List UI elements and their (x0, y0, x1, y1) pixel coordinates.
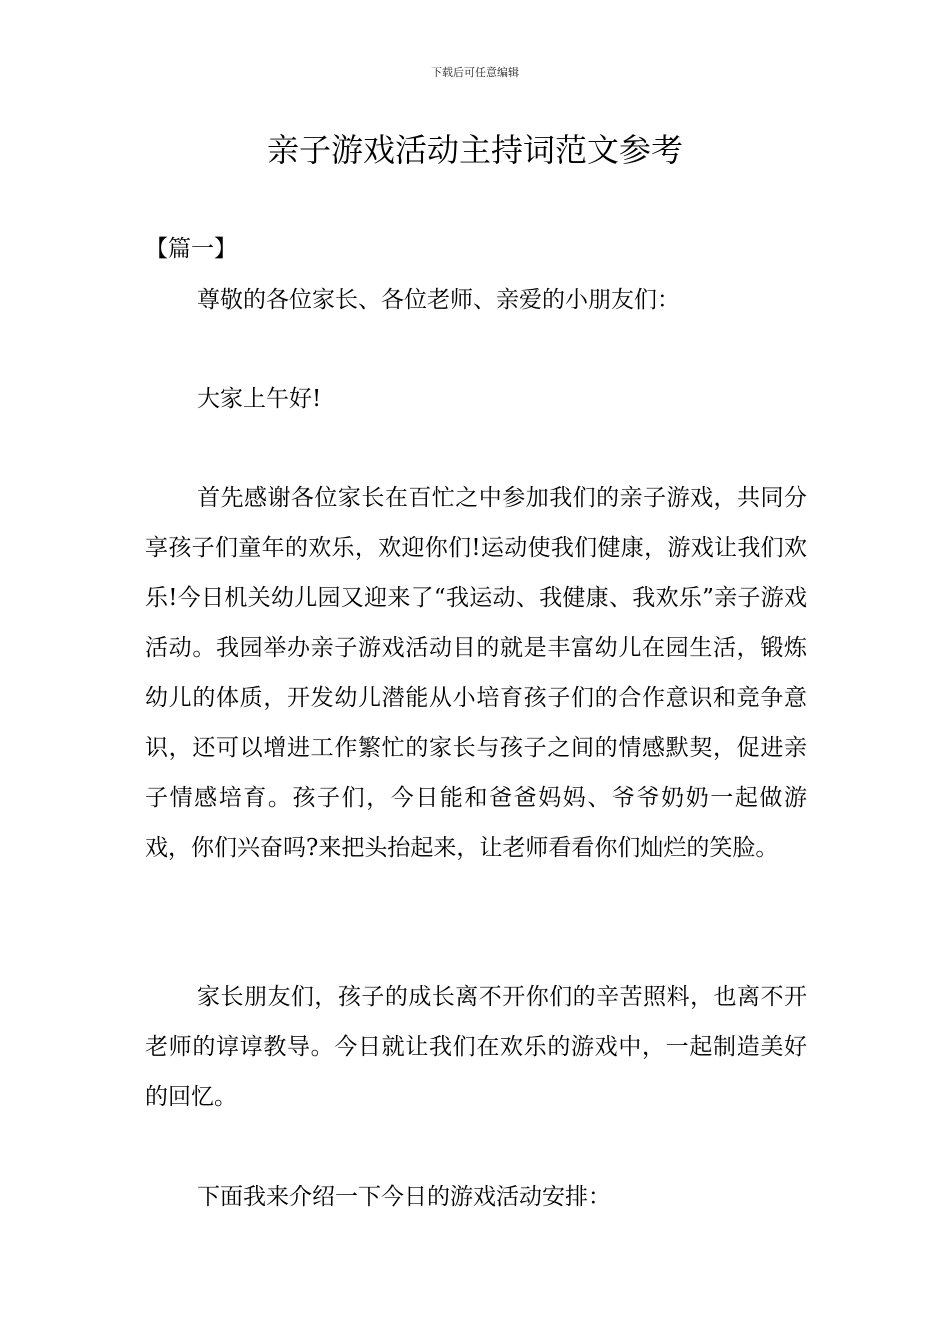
paragraph-text: 家长朋友们，孩子的成长离不开你们的辛苦照料，也离不开老师的谆谆教导。今日就让我们在欢乐的游戏中，一起制造美好的回忆。 (145, 984, 807, 1110)
document-title: 亲子游戏活动主持词范文参考 (266, 131, 683, 169)
paragraph-intro (145, 473, 807, 873)
paragraph-text: 首先感谢各位家长在百忙之中参加我们的亲子游戏，共同分享孩子们童年的欢乐，欢迎你们!运动使我们健康，游戏让我们欢乐!今日机关幼儿园又迎来了“我运动、我健康、我欢乐”亲子游戏活动。我园举办亲子游戏活动目的就是丰富幼儿在园生活，锻炼幼儿的体质，开发幼儿潜能从小培育孩子们的合作意识和竞争意识，还可以增进工作繁忙的家长与孩子之间的情感默契，促进亲子情感培育。孩子们，今日能和爸爸妈妈、爷爷奶奶一起做游戏，你们兴奋吗?来把头抬起来，让老师看看你们灿烂的笑脸。 (145, 485, 807, 861)
paragraph-text: 下面我来介绍一下今日的游戏活动安排： (197, 1184, 611, 1210)
paragraph-hello (145, 374, 807, 424)
paragraph-text: 尊敬的各位家长、各位老师、亲爱的小朋友们： (197, 287, 680, 313)
paragraph-parents (145, 972, 807, 1122)
paragraph-text: 大家上午好! (197, 386, 322, 412)
header-note: 下载后可任意编辑 (431, 66, 519, 79)
section-label: 【篇一】 (145, 236, 237, 262)
paragraph-greeting (145, 275, 807, 325)
paragraph-schedule (145, 1172, 807, 1222)
